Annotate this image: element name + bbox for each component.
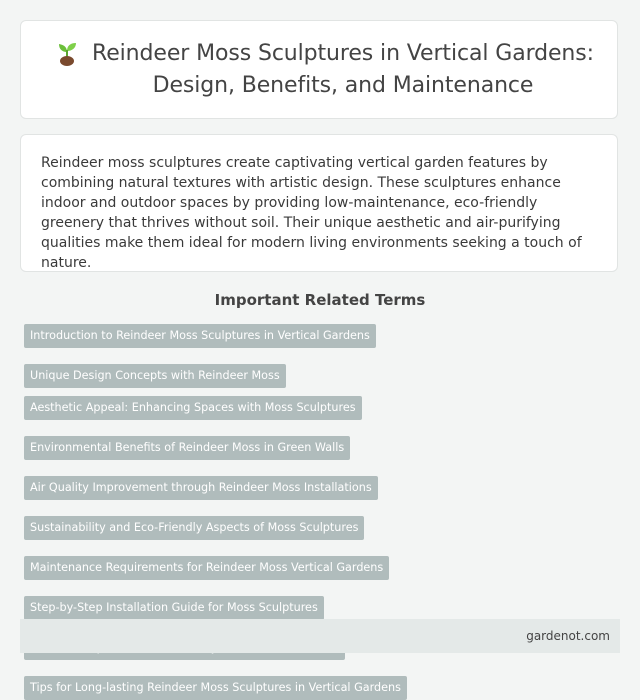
- term-tag[interactable]: Air Quality Improvement through Reindeer Moss Installations: [24, 476, 378, 500]
- intro-card: [20, 134, 618, 272]
- related-terms-heading: Important Related Terms: [214, 291, 426, 309]
- term-tag[interactable]: Tips for Long-lasting Reindeer Moss Sculptures in Vertical Gardens: [24, 676, 407, 700]
- title-card: [20, 20, 618, 119]
- title-row: [44, 38, 594, 102]
- page-title-line-2: Design, Benefits, and Maintenance: [152, 72, 534, 98]
- term-tag[interactable]: Step-by-Step Installation Guide for Moss Sculptures: [24, 596, 324, 620]
- page-title: [92, 38, 594, 102]
- footer: [20, 619, 620, 653]
- sprout-icon: [54, 38, 80, 68]
- page-title-line-1: Reindeer Moss Sculptures in Vertical Gardens:: [92, 40, 594, 66]
- term-tag[interactable]: Unique Design Concepts with Reindeer Moss: [24, 364, 286, 388]
- term-tag[interactable]: Introduction to Reindeer Moss Sculptures in Vertical Gardens: [24, 324, 376, 348]
- term-tag[interactable]: Sustainability and Eco-Friendly Aspects of Moss Sculptures: [24, 516, 364, 540]
- term-tag[interactable]: Maintenance Requirements for Reindeer Moss Vertical Gardens: [24, 556, 389, 580]
- intro-paragraph: Reindeer moss sculptures create captivating vertical garden features by combining natural textures with artistic design. These sculptures enhance indoor and outdoor spaces by providing low-maintenance, eco-friendly greenery that thrives without soil. Their unique aesthetic and air-purifying qualities make them ideal for modern living environments seeking a touch of nature.: [41, 155, 582, 271]
- term-tag[interactable]: Environmental Benefits of Reindeer Moss in Green Walls: [24, 436, 350, 460]
- term-tag[interactable]: Aesthetic Appeal: Enhancing Spaces with Moss Sculptures: [24, 396, 362, 420]
- footer-site-link[interactable]: gardenot.com: [526, 629, 610, 643]
